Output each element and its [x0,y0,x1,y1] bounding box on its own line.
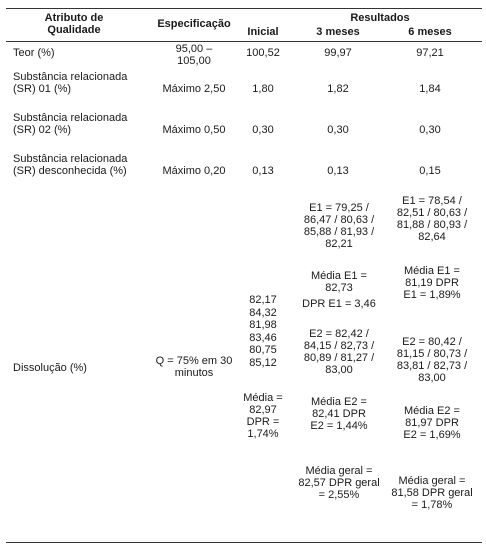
row-sr-unknown-3m: 0,13 [327,165,349,177]
row-dissolution-attribute: Dissolução (%) [13,362,87,374]
bottom-rule [6,542,482,543]
row-teor-spec: 95,00 – 105,00 [175,43,213,67]
dissolution-3m-e1: E1 = 79,25 / 86,47 / 80,63 / 85,88 / 81,93 / 82,21 [303,202,375,250]
header-6-months: 6 meses [408,26,452,38]
dissolution-6m-general: Média geral = 81,58 DPR geral = 1,78% [391,475,473,511]
top-rule [6,8,482,9]
dissolution-6m-e2-summary: Média E2 = 81,97 DPR E2 = 1,69% [403,405,461,441]
row-sr01-6m: 1,84 [419,83,441,95]
dissolution-3m-e1-mean: Média E1 = 82,73 [311,270,367,294]
row-sr-unknown-attribute: Substância relacionada (SR) desconhecida (%) [13,153,128,177]
header-results: Resultados [350,12,410,24]
dissolution-6m-e2: E2 = 80,42 / 81,15 / 80,73 / 83,81 / 82,73 / 83,00 [396,336,468,384]
row-sr01-spec: Máximo 2,50 [162,83,226,95]
row-sr-unknown-spec: Máximo 0,20 [162,165,226,177]
header-initial: Inicial [247,26,279,38]
row-sr01-initial: 1,80 [252,83,274,95]
row-sr-unknown-initial: 0,13 [252,165,274,177]
header-3-months: 3 meses [316,26,360,38]
dissolution-initial-values: 82,17 84,32 81,98 83,46 80,75 85,12 [249,294,277,369]
row-teor-6m: 97,21 [416,47,444,59]
dissolution-3m-e2: E2 = 82,42 / 84,15 / 82,73 / 80,89 / 81,27 / 83,00 [303,328,375,376]
row-sr01-attribute: Substância relacionada (SR) 01 (%) [13,71,128,95]
row-teor-initial: 100,52 [246,47,280,59]
dissolution-3m-e1-dpr: DPR E1 = 3,46 [302,298,376,310]
row-sr-unknown-6m: 0,15 [419,165,441,177]
header-attribute: Atributo de Qualidade [44,12,104,36]
header-spec: Especificação [157,18,231,30]
row-teor-3m: 99,97 [324,47,352,59]
row-sr02-6m: 0,30 [419,124,441,136]
dissolution-6m-e1: E1 = 78,54 / 82,51 / 80,63 / 81,88 / 80,93 / 82,64 [396,195,468,243]
dissolution-6m-e1-summary: Média E1 = 81,19 DPR E1 = 1,89% [403,265,461,301]
row-sr02-attribute: Substância relacionada (SR) 02 (%) [13,112,128,136]
dissolution-3m-e2-summary: Média E2 = 82,41 DPR E2 = 1,44% [310,396,368,432]
row-dissolution-spec: Q = 75% em 30 minutos [155,355,233,379]
header-rule [6,41,482,42]
row-teor-attribute: Teor (%) [13,47,55,59]
row-sr02-spec: Máximo 0,50 [162,124,226,136]
dissolution-initial-summary: Média = 82,97 DPR = 1,74% [243,392,283,440]
row-sr02-3m: 0,30 [327,124,349,136]
row-sr02-initial: 0,30 [252,124,274,136]
dissolution-3m-general: Média geral = 82,57 DPR geral = 2,55% [298,465,380,501]
row-sr01-3m: 1,82 [327,83,349,95]
